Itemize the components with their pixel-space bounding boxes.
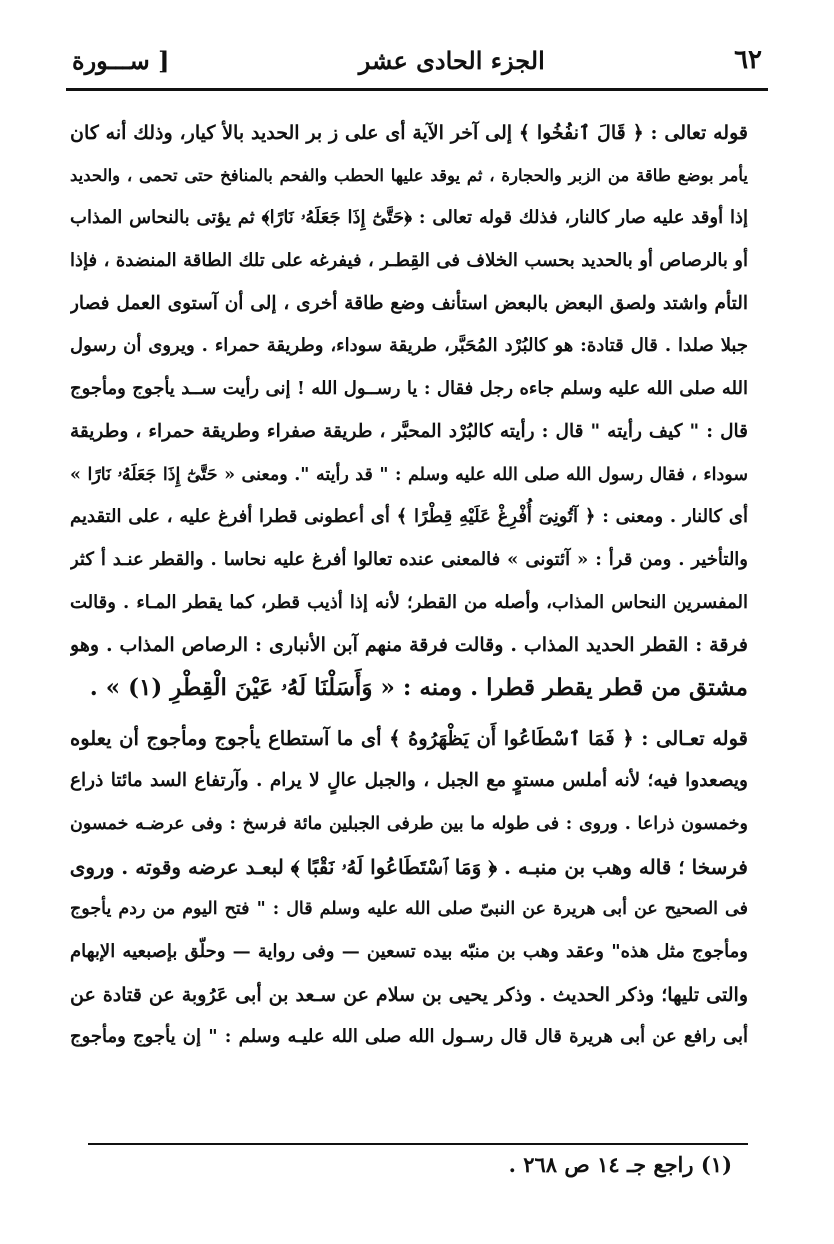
text-line: قوله تعـالى : ﴿ فَمَا ٱسْطَاعُوا أَن يَظْهَرُوهُ ﴾ أى ما آستطاع يأجوج ومأجوج أن يعلوه xyxy=(70,726,748,750)
text-line: وخمسون ذراعا . وروى : فى طوله ما بين طرفى الجبلين مائة فرسخ : وفى عرضـه خمسون xyxy=(70,814,748,834)
text-line: التأم واشتد ولصق البعض بالبعض استأنف وضع طاقة أخرى ، إلى أن آستوى العمل فصار xyxy=(70,292,748,314)
text-line: الله صلى الله عليه وسلم جاءه رجل فقال : يا رســول الله ! إنى رأيت ســد يأجوج ومأجوج xyxy=(70,378,748,400)
text-line: ومأجوج مثل هذه" وعقد وهب بن منبّه بيده تسعين — وفى رواية — وحلّق بإصبعيه الإبهام xyxy=(70,941,748,963)
paragraph-gap xyxy=(70,710,748,718)
running-head: الجزء الحادى عشر xyxy=(358,45,545,75)
footnote-rule xyxy=(88,1143,748,1145)
text-line: قال : " كيف رأيته " قال : رأيته كالبُرْد المحبَّر ، طريقة صفراء وطريقة حمراء ، وطريقة xyxy=(70,420,748,442)
text-line: فرقة : القطر الحديد المذاب . وقالت فرقة منهم آبن الأنبارى : الرصاص المذاب . وهو xyxy=(70,634,748,657)
text-line: فرسخا ؛ قاله وهب بن منبـه . ﴿ وَمَا ٱسْتَطَاعُوا لَهُۥ نَقْبًا ﴾ لبعـد عرضه وقوته . وروى xyxy=(70,854,748,879)
section-title: [ ســـورة xyxy=(72,45,170,75)
text-line: يأمر بوضع طاقة من الزبر والحجارة ، ثم يوقد عليها الحطب والفحم بالمنافخ حتى تحمى ، والحديد xyxy=(70,165,748,185)
text-line: إذا أوقد عليه صار كالنار، فذلك قوله تعالى : ﴿حَتَّىٰٓ إِذَا جَعَلَهُۥ نَارًا﴾ ثم يؤتى بالنحاس المذاب xyxy=(70,207,748,229)
footnote: (١) راجع جـ ١٤ ص ٢٦٨ . xyxy=(508,1152,732,1177)
paragraph-1 xyxy=(70,112,748,710)
text-line: فى الصحيح عن أبى هريرة عن النبىّ صلى الله عليه وسلم قال : " فتح اليوم من ردم يأجوج xyxy=(70,899,748,920)
text-line: مشتق من قطر يقطر قطرا . ومنه : « وَأَسَلْنَا لَهُۥ عَيْنَ الْقِطْرِ (١) » . xyxy=(89,673,748,701)
text-line: قوله تعالى : ﴿ قَالَ ٱنفُخُوا ﴾ إلى آخر الآية أى على ز بر الحديد بالأ كيار، وذلك أنه كان xyxy=(70,122,748,144)
text-line: سوداء ، فقال رسول الله صلى الله عليه وسلم : " قد رأيته ". ومعنى « حَتَّىٰٓ إِذَا جَعَلَهُۥ نَارًا » xyxy=(70,464,748,485)
paragraph-2 xyxy=(70,718,748,1060)
body-text xyxy=(70,112,748,1059)
text-line: جبلا صلدا . قال قتادة: هو كالبُرْد المُحَبَّر، طريقة سوداء، وطريقة حمراء . ويروى أن رسول xyxy=(70,335,748,357)
text-line: أو بالرصاص أو بالحديد بحسب الخلاف فى القِطـر ، فيفرغه على تلك الطاقة المنضدة ، فإذا xyxy=(70,250,748,272)
header-rule xyxy=(66,88,768,91)
text-line: المفسرين النحاس المذاب، وأصله من القطر؛ لأنه إذا أذيب قطر، كما يقطر المـاء . وقالت xyxy=(70,591,748,613)
text-line: ويصعدوا فيه؛ لأنه أملس مستوٍ مع الجبل ، والجبل عالٍ لا يرام . وآرتفاع السد مائتا ذراع xyxy=(70,770,748,792)
text-line: والتأخير . ومن قرأ : « آئتونى » فالمعنى عنده تعالوا أفرغ عليه نحاسا . والقطر عنـد أ كثر xyxy=(70,548,748,570)
page-number: ٦٢ xyxy=(734,45,762,75)
text-line: والتى تليها؛ وذكر الحديث . وذكر يحيى بن سلام عن سـعد بن أبى عَرُوبة عن قتادة عن xyxy=(70,983,748,1006)
page-header xyxy=(72,38,762,82)
text-line: أبى رافع عن أبى هريرة قال قال رسـول الله صلى الله عليـه وسلم : " إن يأجوج ومأجوج xyxy=(70,1026,748,1048)
text-line: أى كالنار . ومعنى : ﴿ آتُونِىٓ أُفْرِغْ عَلَيْهِ قِطْرًا ﴾ أى أعطونى قطرا أفرغ عليه ، على التقديم xyxy=(70,506,748,528)
